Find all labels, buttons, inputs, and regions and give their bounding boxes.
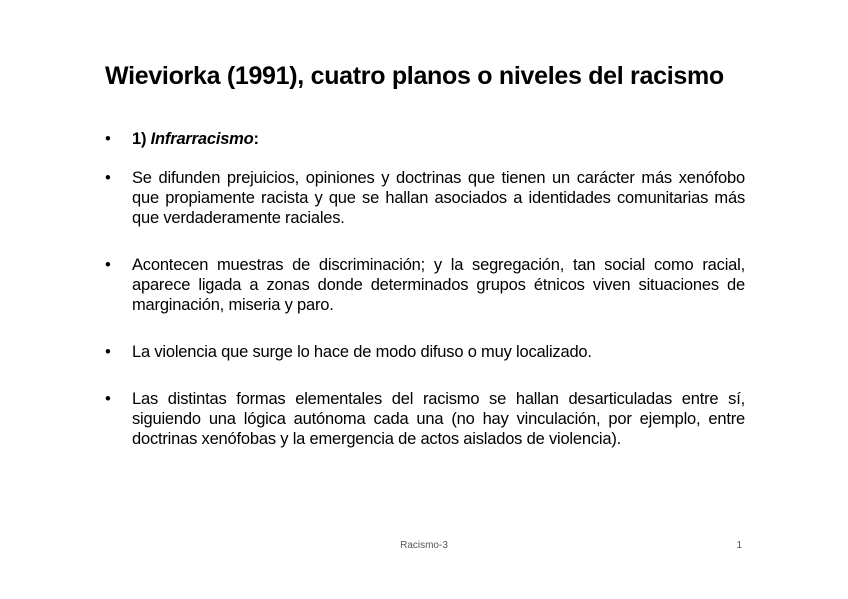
bullet-text: Las distintas formas elementales del racismo se hallan desarticuladas entre sí, siguiendo una lógica autónoma cada una (no hay vinculación, por ejemplo, entre doctrinas xenófobas y la emergencia de actos aislados de violencia). — [132, 390, 745, 448]
bullet-item-infrarracismo — [105, 129, 745, 149]
item-number: 1) — [132, 130, 147, 148]
footer-label: Racismo-3 — [400, 540, 448, 551]
bullet-item — [105, 389, 745, 449]
bullet-text: Se difunden prejuicios, opiniones y doctrinas que tienen un carácter más xenófobo que propiamente racista y que se hallan asociados a identidades comunitarias más que verdaderamente raciales. — [132, 169, 745, 227]
bullet-heading — [132, 130, 259, 148]
bullet-item — [105, 255, 745, 315]
bullet-dot: • — [105, 256, 111, 274]
page-number: 1 — [736, 540, 742, 551]
bullet-dot: • — [105, 390, 111, 408]
bullet-dot: • — [105, 169, 111, 187]
bullet-text: Acontecen muestras de discriminación; y la segregación, tan social como racial, aparece ligada a zonas donde determinados grupos étnicos viven situaciones de marginación, miseria y paro. — [132, 256, 745, 314]
bullet-item — [105, 342, 745, 362]
slide-title: Wieviorka (1991), cuatro planos o niveles del racismo — [105, 62, 724, 90]
bullet-item — [105, 168, 745, 228]
bullet-dot: • — [105, 343, 111, 361]
item-suffix: : — [253, 130, 259, 148]
bullet-dot: • — [105, 130, 111, 148]
item-term: Infrarracismo — [150, 130, 254, 148]
bullet-text: La violencia que surge lo hace de modo difuso o muy localizado. — [132, 343, 592, 361]
bullet-list — [105, 129, 745, 449]
